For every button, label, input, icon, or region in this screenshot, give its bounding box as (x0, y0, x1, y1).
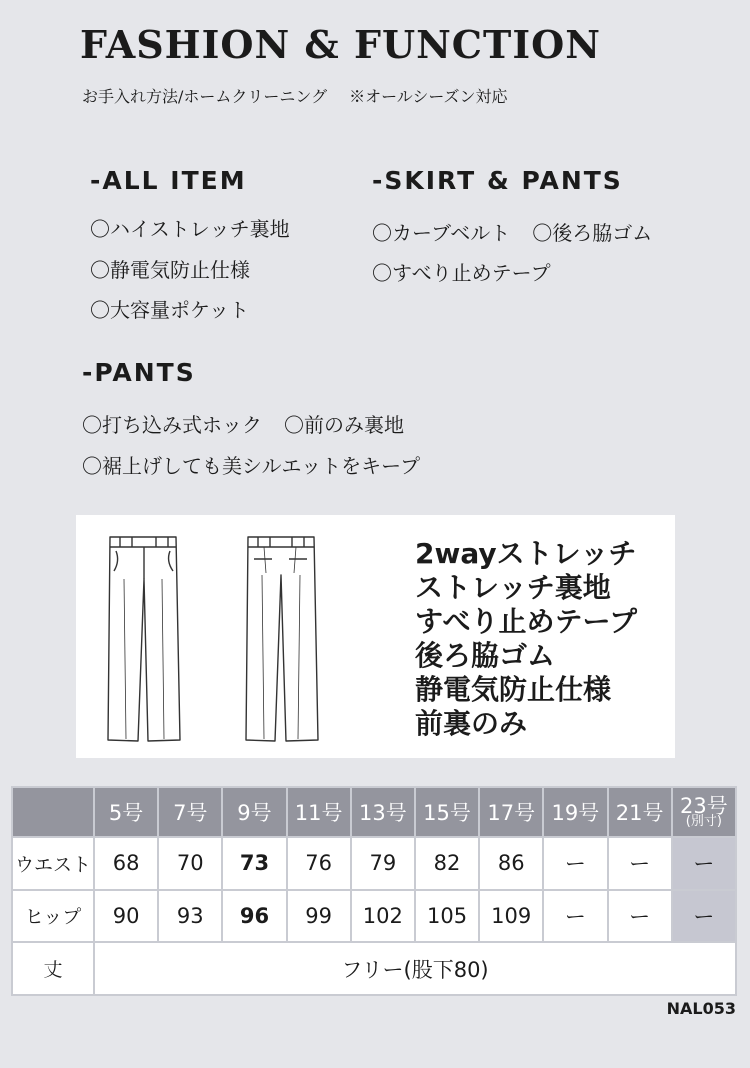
table-cell: 93 (158, 890, 222, 943)
table-cell: 68 (94, 837, 158, 890)
size-header: 11号 (287, 787, 351, 837)
size-header: 9号 (222, 787, 286, 837)
size-header: 13号 (351, 787, 415, 837)
size-header: 5号 (94, 787, 158, 837)
table-cell: 70 (158, 837, 222, 890)
size-header: 21号 (608, 787, 672, 837)
size-header: 15号 (415, 787, 479, 837)
table-cell: 96 (222, 890, 286, 943)
table-row-waist (12, 837, 736, 890)
feature-item: 〇ハイストレッチ裏地 (90, 217, 290, 241)
feature-item: 〇打ち込み式ホック (82, 413, 262, 437)
row-label: 丈 (12, 942, 94, 995)
size-header-label: 23号 (679, 793, 728, 818)
feature-item: 〇すべり止めテープ (372, 261, 551, 285)
pants-back-outline (246, 537, 318, 741)
size-header: 17号 (479, 787, 543, 837)
table-cell: ー (608, 837, 672, 890)
table-cell: ー (672, 890, 736, 943)
feature-item: 〇前のみ裏地 (284, 413, 404, 437)
care-method: お手入れ方法/ホームクリーニング (82, 87, 328, 106)
row-label: ヒップ (12, 890, 94, 943)
feature-item: 〇大容量ポケット (90, 298, 249, 322)
table-cell: ー (543, 837, 607, 890)
table-cell: 82 (415, 837, 479, 890)
summary-line: すべり止めテープ (415, 605, 638, 638)
summary-line: 静電気防止仕様 (415, 673, 612, 706)
summary-line: 後ろ脇ゴム (415, 639, 556, 672)
feature-item: 〇裾上げしても美シルエットをキープ (82, 454, 421, 478)
size-header-note: (別寸) (685, 813, 722, 829)
table-cell: 73 (222, 837, 286, 890)
table-cell: ー (608, 890, 672, 943)
table-row-hip (12, 890, 736, 943)
feature-item: 〇静電気防止仕様 (90, 258, 250, 282)
summary-line: 前裏のみ (415, 707, 528, 740)
header-corner (12, 787, 94, 837)
feature-row (372, 217, 652, 246)
table-cell: ー (543, 890, 607, 943)
size-header: 7号 (158, 787, 222, 837)
pants-illustration-panel (76, 515, 675, 758)
care-info (82, 84, 508, 107)
size-table (11, 786, 737, 996)
feature-item: 〇カーブベルト (372, 221, 511, 245)
feature-row (82, 409, 404, 438)
summary-line: 2wayストレッチ (415, 537, 637, 570)
product-code: NAL053 (666, 999, 736, 1018)
table-cell: ー (672, 837, 736, 890)
table-cell: 99 (287, 890, 351, 943)
pants-heading: -PANTS (82, 358, 196, 387)
summary-line: ストレッチ裏地 (415, 571, 611, 604)
table-cell: 86 (479, 837, 543, 890)
row-label: ウエスト (12, 837, 94, 890)
table-cell: 76 (287, 837, 351, 890)
page-title: FASHION & FUNCTION (80, 22, 601, 67)
feature-summary (415, 537, 637, 741)
size-header-special (672, 787, 736, 837)
size-header: 19号 (543, 787, 607, 837)
table-cell: 102 (351, 890, 415, 943)
table-cell: 90 (94, 890, 158, 943)
skirt-pants-heading: -SKIRT & PANTS (372, 166, 623, 195)
all-item-heading: -ALL ITEM (90, 166, 247, 195)
pants-line-drawing (76, 515, 406, 758)
season-note: ※オールシーズン対応 (349, 87, 508, 106)
table-cell: 109 (479, 890, 543, 943)
table-cell: 79 (351, 837, 415, 890)
table-row-length (12, 942, 736, 995)
table-cell: 105 (415, 890, 479, 943)
length-value: フリー(股下80) (94, 942, 736, 995)
feature-item: 〇後ろ脇ゴム (532, 221, 653, 245)
size-header-row (12, 787, 736, 837)
